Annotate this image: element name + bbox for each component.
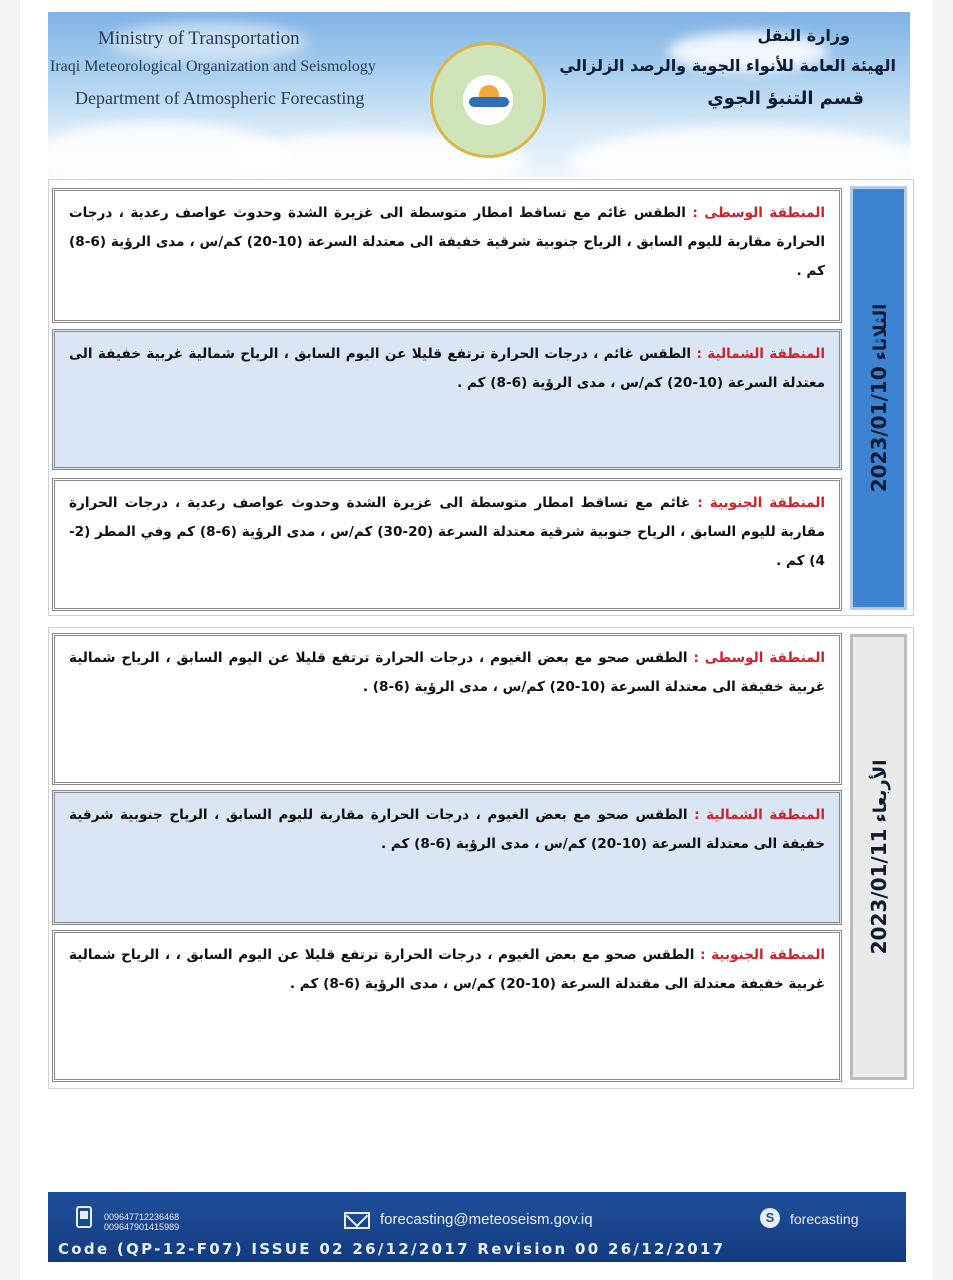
forecast-box-north-day2: المنطقة الشمالية : الطقس صحو مع بعض الغيوم ، درجات الحرارة مقاربة لليوم السابق ، الرياح جنوبية شرقية خفيفة الى معتدلة السرعة (10-20) كم/س ، مدى الرؤية (6-8) كم . <box>52 790 842 925</box>
region-label: المنطقة الوسطى <box>704 650 826 666</box>
phone-number: 009647901415989 <box>104 1222 180 1232</box>
document-code: Code (QP-12-F07) ISSUE 02 26/12/2017 Revision 00 26/12/2017 <box>58 1240 726 1258</box>
phone-numbers <box>104 1212 179 1232</box>
day-label-bar-tuesday <box>850 186 907 610</box>
day-label <box>867 760 891 955</box>
phone-number: 009647712236468 <box>104 1212 180 1222</box>
phone-icon <box>76 1206 92 1228</box>
forecast-box-south-day1: المنطقة الجنوبية : غائم مع تساقط امطار متوسطة الى غزيرة الشدة وحدوث عواصف رعدية ، درجات الحرارة مقاربة لليوم السابق ، الرياح جنوبية شرقية معتدلة السرعة (20-30) كم/س ، مدى الرؤية (6-8) كم وفي المطر (2-4) كم . <box>52 478 842 611</box>
region-label: المنطقة الجنوبية <box>711 947 825 963</box>
day-date: 2023/01/11 <box>866 828 891 955</box>
skype-icon: S <box>760 1208 780 1228</box>
department-name-en: Department of Atmospheric Forecasting <box>75 88 365 108</box>
ministry-name-ar: وزارة النقل <box>757 26 850 45</box>
organization-name-ar: الهيئة العامة للأنواء الجوية والرصد الزلزالي <box>559 56 896 75</box>
region-label: المنطقة الشمالية <box>707 346 826 362</box>
letterhead <box>48 12 910 177</box>
region-label: المنطقة الشمالية <box>706 807 826 823</box>
skype-handle[interactable]: forecasting <box>790 1211 859 1227</box>
forecast-text: الطقس غائم مع تساقط امطار متوسطة الى غزيرة الشدة وحدوث عواصف رعدية ، درجات الحرارة مقاربة لليوم السابق ، الرياح جنوبية شرقية خفيفة الى معتدلة السرعة (10-20) كم/س ، مدى الرؤية (6-8) كم . <box>69 205 825 279</box>
mail-icon <box>344 1212 370 1229</box>
region-label: المنطقة الوسطى <box>704 205 826 221</box>
day-label <box>867 304 891 493</box>
forecast-box-south-day2: المنطقة الجنوبية : الطقس صحو مع بعض الغيوم ، درجات الحرارة ترتفع قليلا عن اليوم السابق ، ، الرياح شمالية غربية خفيفة معتدلة الى مقتدلة السرعة (10-20) كم/س ، مدى الرؤية (6-8) كم . <box>52 930 842 1082</box>
forecast-text: غائم مع تساقط امطار متوسطة الى غزيرة الشدة وحدوث عواصف رعدية ، درجات الحرارة مقاربة لليوم السابق ، الرياح جنوبية شرقية معتدلة السرعة (20-30) كم/س ، مدى الرؤية (6-8) كم وفي المطر (2-4) كم . <box>69 495 825 569</box>
organization-logo <box>430 42 546 158</box>
region-label: المنطقة الجنوبية <box>709 495 826 511</box>
ministry-name-en: Ministry of Transportation <box>98 28 300 49</box>
forecast-box-central-day2: المنطقة الوسطى : الطقس صحو مع بعض الغيوم ، درجات الحرارة ترتفع قليلا عن اليوم السابق ، الرياح شمالية غربية خفيفة الى معتدلة السرعة (10-20) كم/س ، مدى الرؤية (6-8) . <box>52 633 842 785</box>
contact-footer <box>48 1192 906 1262</box>
email-address[interactable]: forecasting@meteoseism.gov.iq <box>380 1211 593 1228</box>
forecast-text: الطقس صحو مع بعض الغيوم ، درجات الحرارة ترتفع قليلا عن اليوم السابق ، ، الرياح شمالية غربية خفيفة معتدلة الى مقتدلة السرعة (10-20) كم/س ، مدى الرؤية (6-8) كم . <box>69 947 825 992</box>
forecast-box-north-day1: المنطقة الشمالية : الطقس غائم ، درجات الحرارة ترتفع قليلا عن اليوم السابق ، الرياح شمالية غربية خفيفة الى معتدلة السرعة (10-20) كم/س ، مدى الرؤية (6-8) كم . <box>52 329 842 470</box>
organization-name-en: Iraqi Meteorological Organization and Seismology <box>50 58 376 75</box>
forecast-text: الطقس صحو مع بعض الغيوم ، درجات الحرارة ترتفع قليلا عن اليوم السابق ، الرياح شمالية غربية خفيفة الى معتدلة السرعة (10-20) كم/س ، مدى الرؤية (6-8) . <box>69 650 825 695</box>
day-date: 2023/01/10 <box>866 366 891 493</box>
day-label-bar-wednesday <box>850 634 907 1080</box>
forecast-box-central-day1: المنطقة الوسطى : الطقس غائم مع تساقط امطار متوسطة الى غزيرة الشدة وحدوث عواصف رعدية ، درجات الحرارة مقاربة لليوم السابق ، الرياح جنوبية شرقية خفيفة الى معتدلة السرعة (10-20) كم/س ، مدى الرؤية (6-8) كم . <box>52 188 842 323</box>
department-name-ar: قسم التنبؤ الجوي <box>707 88 864 109</box>
forecast-text: الطقس غائم ، درجات الحرارة ترتفع قليلا عن اليوم السابق ، الرياح شمالية غربية خفيفة الى معتدلة السرعة (10-20) كم/س ، مدى الرؤية (6-8) كم . <box>69 346 825 391</box>
day-name: الأربعاء <box>869 759 891 823</box>
day-name: الثلاثاء <box>869 303 891 361</box>
forecast-text: الطقس صحو مع بعض الغيوم ، درجات الحرارة مقاربة لليوم السابق ، الرياح جنوبية شرقية خفيفة الى معتدلة السرعة (10-20) كم/س ، مدى الرؤية (6-8) كم . <box>69 807 825 852</box>
